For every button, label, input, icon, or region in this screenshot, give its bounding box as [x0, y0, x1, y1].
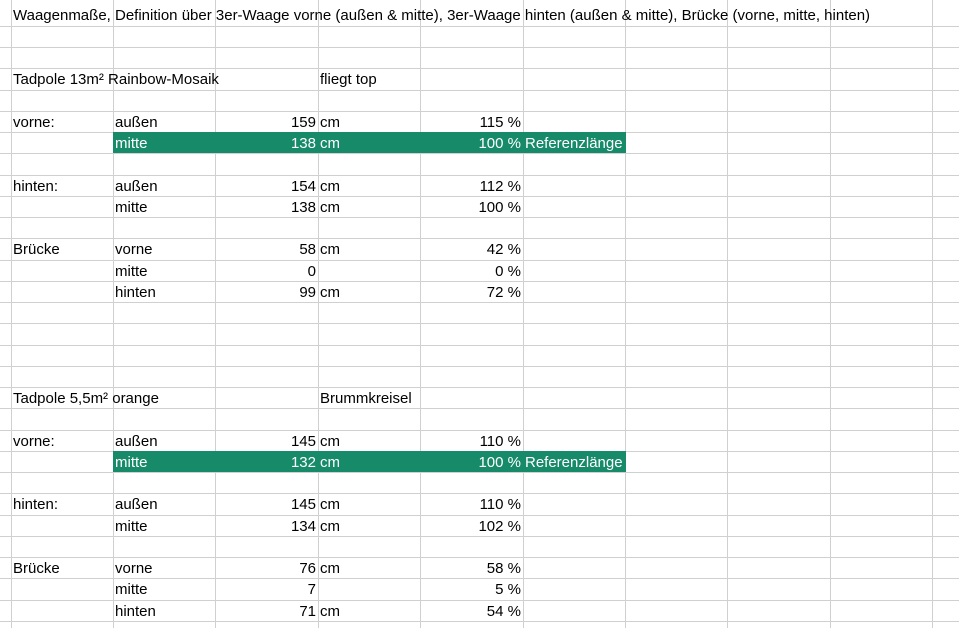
- grid-line: [0, 345, 959, 346]
- block-title[interactable]: Tadpole 5,5m² orange: [13, 390, 159, 407]
- row-label-vorne[interactable]: vorne:: [13, 433, 55, 450]
- percent-cell[interactable]: 115 %: [479, 114, 521, 131]
- sub-label[interactable]: außen: [115, 114, 158, 131]
- block-note[interactable]: fliegt top: [320, 71, 377, 88]
- sub-label[interactable]: mitte: [115, 263, 148, 280]
- sub-label[interactable]: mitte: [115, 135, 148, 152]
- value-cell[interactable]: 7: [307, 581, 316, 598]
- value-cell[interactable]: 134: [290, 518, 316, 535]
- grid-line: [727, 0, 728, 628]
- reference-label[interactable]: Referenzlänge: [525, 135, 623, 152]
- percent-cell[interactable]: 42 %: [486, 241, 521, 258]
- unit-cell[interactable]: cm: [320, 241, 340, 258]
- value-cell[interactable]: 159: [290, 114, 316, 131]
- row-label-bruecke[interactable]: Brücke: [13, 241, 60, 258]
- sub-label[interactable]: außen: [115, 433, 158, 450]
- sub-label[interactable]: außen: [115, 178, 158, 195]
- value-cell[interactable]: 71: [299, 603, 316, 620]
- percent-cell[interactable]: 100 %: [478, 135, 521, 152]
- unit-cell[interactable]: cm: [320, 496, 340, 513]
- value-cell[interactable]: 58: [299, 241, 316, 258]
- sub-label[interactable]: mitte: [115, 518, 148, 535]
- sub-label[interactable]: mitte: [115, 581, 148, 598]
- sub-label[interactable]: hinten: [115, 284, 156, 301]
- percent-cell[interactable]: 110 %: [479, 433, 521, 450]
- percent-cell[interactable]: 54 %: [486, 603, 521, 620]
- grid-line: [830, 0, 831, 628]
- value-cell[interactable]: 76: [299, 560, 316, 577]
- percent-cell[interactable]: 102 %: [478, 518, 521, 535]
- row-label-hinten[interactable]: hinten:: [13, 496, 59, 513]
- unit-cell[interactable]: cm: [320, 454, 340, 471]
- sub-label[interactable]: mitte: [115, 199, 148, 216]
- sub-label[interactable]: hinten: [115, 603, 156, 620]
- unit-cell[interactable]: cm: [320, 284, 340, 301]
- value-cell[interactable]: 145: [290, 496, 316, 513]
- unit-cell[interactable]: cm: [320, 135, 340, 152]
- grid-line: [523, 0, 524, 628]
- value-cell[interactable]: 0: [307, 263, 316, 280]
- percent-cell[interactable]: 112 %: [479, 178, 521, 195]
- value-cell[interactable]: 138: [290, 199, 316, 216]
- header-cell[interactable]: Waagenmaße, Definition über 3er-Waage vorne (außen & mitte), 3er-Waage hinten (außen & mitte), Brücke (vorne, mitte, hinten): [13, 7, 871, 24]
- percent-cell[interactable]: 5 %: [495, 581, 521, 598]
- unit-cell[interactable]: cm: [320, 199, 340, 216]
- unit-cell[interactable]: cm: [320, 114, 340, 131]
- percent-cell[interactable]: 58 %: [486, 560, 521, 577]
- unit-cell[interactable]: cm: [320, 433, 340, 450]
- percent-cell[interactable]: 72 %: [486, 284, 521, 301]
- value-cell[interactable]: 138: [290, 135, 316, 152]
- grid-line: [625, 0, 626, 628]
- unit-cell[interactable]: [318, 579, 420, 600]
- row-label-bruecke[interactable]: Brücke: [13, 560, 60, 577]
- grid-line: [0, 90, 959, 91]
- sub-label[interactable]: außen: [115, 496, 158, 513]
- percent-cell[interactable]: 100 %: [478, 199, 521, 216]
- grid-line: [0, 47, 959, 48]
- grid-line: [932, 0, 933, 628]
- unit-cell[interactable]: cm: [320, 560, 340, 577]
- percent-cell[interactable]: 0 %: [495, 263, 521, 280]
- value-cell[interactable]: 145: [290, 433, 316, 450]
- percent-cell[interactable]: 110 %: [479, 496, 521, 513]
- row-label-vorne[interactable]: vorne:: [13, 114, 55, 131]
- block-note[interactable]: Brummkreisel: [320, 390, 412, 407]
- sub-label[interactable]: mitte: [115, 454, 148, 471]
- block-title[interactable]: Tadpole 13m² Rainbow-Mosaik: [13, 71, 219, 88]
- sub-label[interactable]: vorne: [115, 560, 153, 577]
- percent-cell[interactable]: 100 %: [478, 454, 521, 471]
- value-cell[interactable]: 154: [290, 178, 316, 195]
- value-cell[interactable]: 132: [290, 454, 316, 471]
- unit-cell[interactable]: [318, 261, 420, 282]
- reference-label[interactable]: Referenzlänge: [525, 454, 623, 471]
- value-cell[interactable]: 99: [299, 284, 316, 301]
- grid-line: [11, 0, 12, 628]
- grid-line: [0, 323, 959, 324]
- grid-line: [0, 26, 959, 27]
- row-label-hinten[interactable]: hinten:: [13, 178, 59, 195]
- unit-cell[interactable]: cm: [320, 518, 340, 535]
- grid-line: [0, 366, 959, 367]
- unit-cell[interactable]: cm: [320, 178, 340, 195]
- unit-cell[interactable]: cm: [320, 603, 340, 620]
- sub-label[interactable]: vorne: [115, 241, 153, 258]
